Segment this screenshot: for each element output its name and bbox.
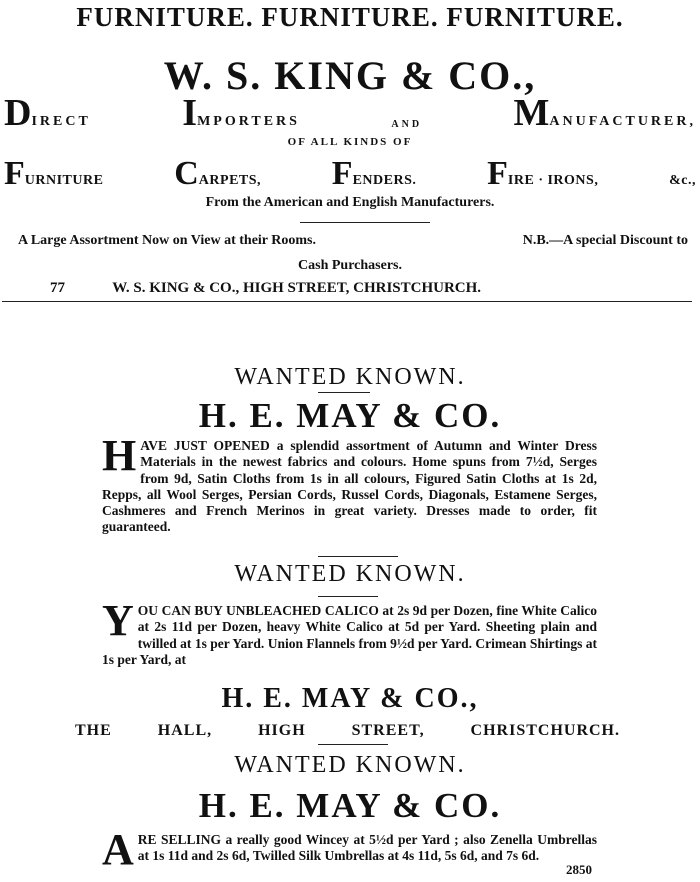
short-rule <box>318 596 378 597</box>
of-all-kinds-line: OF ALL KINDS OF <box>287 136 413 148</box>
ad-body-text: RE SELLING a really good Wincey at 5½d per Yard ; also Zenella Umbrellas at 1s 11d and 2s 6d, Twilled Silk Umbrellas at 4s 11d, 5s 6d, and 7s 6d. <box>137 832 597 864</box>
king-address-line <box>50 280 650 297</box>
short-rule <box>318 556 398 557</box>
drop-cap: H <box>102 431 137 480</box>
short-rule <box>300 222 430 223</box>
king-company-title: W. S. KING & CO., <box>163 53 537 98</box>
nb-discount-text: N.B.—A special Discount to <box>522 233 688 248</box>
cash-purchasers-line: Cash Purchasers. <box>298 258 402 273</box>
short-rule <box>318 744 388 745</box>
furniture-banner: FURNITURE. FURNITURE. FURNITURE. <box>76 2 624 32</box>
king-address: W. S. KING & CO., HIGH STREET, CHRISTCHURCH. <box>112 280 482 296</box>
address-word: HIGH <box>258 722 306 739</box>
word-manufacturer: MANUFACTURER, <box>513 92 696 134</box>
short-rule <box>318 392 370 393</box>
may-ad-calico <box>102 596 597 668</box>
word-etc: &c., <box>669 173 696 188</box>
may-company-title-1: H. E. MAY & CO. <box>198 396 502 435</box>
assortment-line <box>18 233 688 249</box>
ad-body-text: OU CAN BUY UNBLEACHED CALICO at 2s 9d per Dozen, fine White Calico at 2s 11d per Dozen, heavy White Calico at 5d per Yard. Sheeting plain and twilled at 1s per Yard. Union Flannels from 9½d per Yard. Crimean Shirtings at 1s per Yard, at <box>102 603 597 667</box>
word-and: AND <box>391 119 423 130</box>
may-company-title-2: H. E. MAY & CO., <box>221 683 479 714</box>
word-furniture: FURNITURE <box>4 155 104 192</box>
from-manufacturers-line: From the American and English Manufacturers. <box>205 195 495 210</box>
ad-number: 2850 <box>566 862 592 877</box>
wanted-known-heading-2: WANTED KNOWN. <box>234 561 466 587</box>
may-ad-dress-materials <box>102 431 597 536</box>
section-divider <box>2 301 692 302</box>
word-direct: DIRECT <box>4 92 91 134</box>
wanted-known-heading-1: WANTED KNOWN. <box>234 364 466 390</box>
king-line-importers <box>0 92 700 134</box>
address-word: THE <box>75 722 112 739</box>
word-fire-irons: FIRE · IRONS, <box>487 155 599 192</box>
address-word: HALL, <box>157 722 213 739</box>
may-address-line <box>75 722 620 740</box>
drop-cap: Y <box>102 596 134 645</box>
drop-cap: A <box>102 825 134 874</box>
address-word: CHRISTCHURCH. <box>470 722 620 739</box>
word-importers: IMPORTERS <box>182 92 300 134</box>
address-word: STREET, <box>351 722 425 739</box>
ad-body-text: AVE JUST OPENED a splendid assortment of Autumn and Winter Dress Materials in the newest fabrics and colours. Home spuns from 7½d, Serges from 9d, Satin Cloths from 1s in all colours, Figured Satin Cloths at 1s 2d, Repps, all Wool Serges, Persian Cords, Russel Cords, Diagonals, Estamene Serges, Cashmeres and French Merinos in great variety. Dresses made to order, fit guaranteed. <box>102 438 597 535</box>
word-fenders: FENDERS. <box>331 155 417 192</box>
may-company-title-3: H. E. MAY & CO. <box>198 786 502 825</box>
assortment-text: A Large Assortment Now on View at their Rooms. <box>18 233 316 248</box>
wanted-known-heading-3: WANTED KNOWN. <box>234 752 466 778</box>
word-carpets: CARPETS, <box>174 155 262 192</box>
king-line-goods <box>0 155 700 192</box>
ad-number: 77 <box>50 280 65 296</box>
